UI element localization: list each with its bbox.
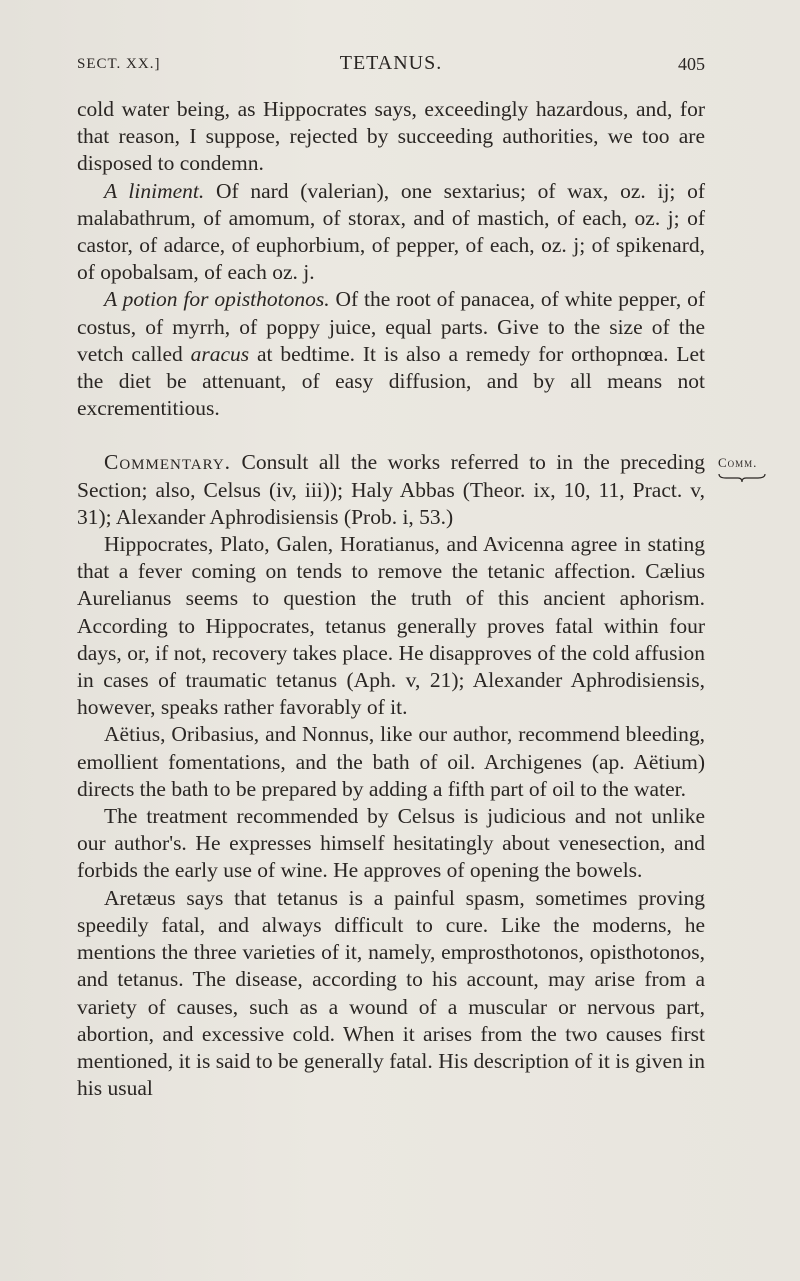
paragraph <box>77 721 705 803</box>
paragraph <box>77 531 705 721</box>
paragraph <box>77 803 705 885</box>
paragraph <box>77 96 705 178</box>
paragraph-text: at bedtime. It is also a remedy for orthopnœa. Let the diet be attenuant, of easy diffusion, and by all means not excrementitious. <box>77 341 706 421</box>
paragraph-text: Aëtius, Oribasius, and Nonnus, like our author, recommend bleeding, emollient fomentations, and the bath of oil. Archigenes (ap. Aëtium) directs the bath to be prepared by adding a fifth part of oil to the water. <box>77 722 705 801</box>
paragraph-text: Aretæus says that tetanus is a painful spasm, sometimes proving speedily fatal, and always difficult to cure. Like the moderns, he mentions the three varieties of it, namely, emprosthotonos, opisthotonos, and tetanus. The disease, according to his account, may arise from a variety of causes, such as a wound of a muscular or nervous part, abortion, and excessive cold. When it arises from the two causes first mentioned, it is said to be generally fatal. His description of it is given in his usual <box>77 885 705 1101</box>
running-head <box>77 52 705 80</box>
paragraph <box>77 449 705 531</box>
margin-note <box>718 455 778 483</box>
paragraph-text: Hippocrates, Plato, Galen, Horatianus, and Avicenna agree in stating that a fever coming on tends to remove the tetanic affection. Cælius Aurelianus seems to question the truth of this ancient aphorism. According to Hippocrates, tetanus generally proves fatal within four days, or, if not, recovery takes place. He disapproves of the cold affusion in cases of traumatic tetanus (Aph. v, 21); Alexander Aphrodisiensis, however, speaks rather favorably of it. <box>77 532 705 720</box>
paragraph-text: Of nard (valerian), one sextarius; of wax, oz. ij; of malabathrum, of amomum, of storax, and of mastich, of each, oz. j; of castor, of adarce, of euphorbium, of pepper, of each, oz. j; of spikenard, of opobalsam, of each oz. j. <box>77 178 705 285</box>
italic-text: A liniment. <box>104 178 205 203</box>
brace-icon <box>718 473 766 483</box>
italic-text: aracus <box>190 341 250 366</box>
italic-text: A potion for opisthotonos. <box>104 287 330 312</box>
paragraph-text: cold water being, as Hippocrates says, exceedingly hazardous, and, for that reason, I suppose, rejected by succeeding authorities, we too are disposed to condemn. <box>77 97 705 176</box>
paragraph <box>77 286 705 422</box>
section-reference: SECT. XX.] <box>77 56 161 72</box>
paragraph-text: Of the root of panacea, of white pepper, of costus, of myrrh, of poppy juice, equal parts. Give to the size of the vetch called <box>77 287 705 366</box>
smallcaps-heading: Commentary. <box>104 450 232 475</box>
paragraph-text: The treatment recommended by Celsus is judicious and not unlike our author's. He expresses himself hesitatingly about venesection, and forbids the early use of wine. He approves of opening the bowels. <box>77 804 705 883</box>
page-number: 405 <box>678 54 705 74</box>
paragraph <box>77 178 705 287</box>
chapter-title: TETANUS. <box>339 52 443 74</box>
paragraph <box>77 885 705 1103</box>
margin-note-label: Comm. <box>718 455 758 470</box>
body-text <box>77 96 705 1102</box>
paragraph-text: Consult all the works referred to in the preceding Section; also, Celsus (iv, iii)); Haly Abbas (Theor. ix, 10, 11, Pract. v, 31); Alexander Aphrodisiensis (Prob. i, 53.) <box>77 450 705 529</box>
